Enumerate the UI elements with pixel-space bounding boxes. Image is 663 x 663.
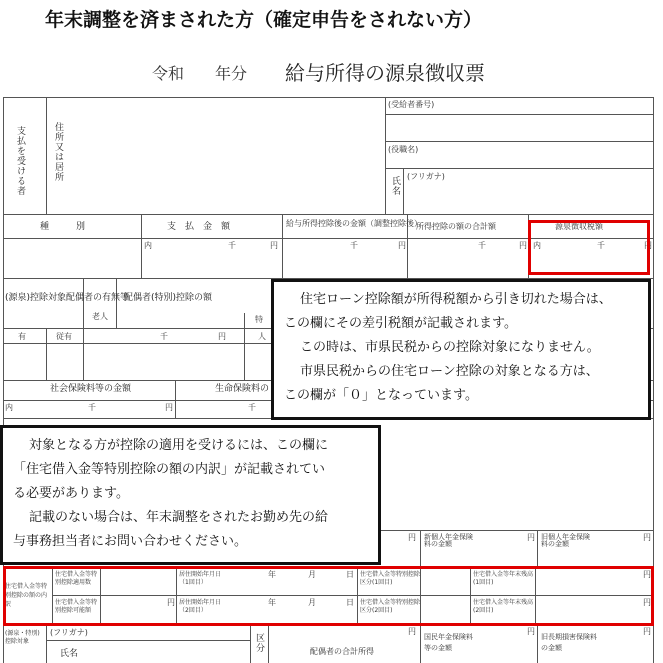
dependent-label: 従有 [56,332,72,341]
housing-start-2-label: 居住開始年月日（2回目） [179,599,222,614]
housing-loan-breakdown-label: 住宅借入金等特別控除の額の内訳 [5,583,48,608]
furigana-label: (フリガナ) [407,172,445,181]
unit-yen-12: 円 [643,598,651,607]
division-label: 区分 [254,633,264,653]
housing-loan-highlight [3,566,654,626]
housing-class-1-label: 住宅借入金等特別控除区分(1回目) [360,571,421,586]
payer-label: 支払を受ける者 [15,126,25,196]
unit-yen-8: 円 [527,533,535,542]
national-pension-label: 国民年金保険料等の金額 [424,633,473,652]
unit-yen-13: 円 [408,627,416,636]
life-insurance-label: 生命保険料の [215,384,270,394]
col-type: 種 別 [40,222,86,232]
unit-thousand-4: 千 [597,241,605,250]
new-pension-label: 新個人年金保険料の金額 [424,533,473,548]
unit-yen-11: 円 [643,570,651,579]
housing-balance-2-label: 住宅借入金等年末残高(2回目) [473,599,534,614]
address-label: 住所又は居所 [53,122,63,182]
col-payment: 支 払 金 額 [167,222,231,232]
note-right-line-4: 市県民税からの住宅ローン控除の対象となる方は、 [300,364,599,379]
housing-class-2-label: 住宅借入金等特別控除区分(2回目) [360,599,421,614]
recipient-number-label: (受給者番号) [388,100,435,109]
unit-thousand-3: 千 [478,241,486,250]
unit-inner-3: 内 [5,403,13,412]
unit-inner-2: 内 [533,241,541,250]
unit-thousand-2: 千 [350,241,358,250]
housing-available-label: 住宅借入金等特別控除可能額 [55,599,98,614]
unit-yen-4: 円 [644,241,652,250]
note-right-line-5: この欄が「０」となっています。 [284,388,478,403]
name-label-2: 氏名 [60,649,79,659]
note-withholding-tax [271,279,651,420]
old-life-label: 旧個人年金保険料の金額 [541,533,590,548]
col-after-deduction: 給与所得控除後の金額（調整控除後） [286,219,422,228]
unit-yen-2: 円 [398,241,406,250]
unit-thousand-5: 千 [160,332,168,341]
name-label: 氏名 [390,176,400,196]
old-long-term-label: 旧長期損害保険料の金額 [541,633,597,652]
withholding-tax-highlight [528,220,650,275]
unit-day-1: 日 [346,570,354,579]
note-left-line-1: 対象となる方が控除の適用を受けるには、この欄に [29,438,329,453]
note-right-line-1: 住宅ローン控除額が所得税額から引き切れた場合は、 [300,292,612,307]
note-left-line-2: 「住宅借入金等特別控除の額の内訳」が記載されてい [13,462,326,477]
position-label: (役職名) [388,145,419,154]
source-spouse-label: (源泉・特別)控除対象 [5,630,40,645]
col-total-deduction: 所得控除の額の合計額 [416,222,496,231]
unit-thousand-6: 千 [88,403,96,412]
unit-yen-9: 円 [643,533,651,542]
unit-year-2: 年 [268,598,276,607]
unit-month-1: 月 [308,570,316,579]
note-right-line-3: この時は、市県民税からの控除対象になりません。 [300,340,600,355]
page-heading: 年末調整を済まされた方（確定申告をされない方） [45,9,483,31]
unit-day-2: 日 [346,598,354,607]
note-housing-loan [0,425,381,565]
form-era: 令和 [152,64,185,83]
unit-yen-5: 円 [218,332,226,341]
spouse-special-label: 配偶者(特別)控除の額 [124,293,213,303]
housing-balance-1-label: 住宅借入金等年末残高(1回目) [473,571,534,586]
unit-inner: 内 [144,241,152,250]
unit-yen-7: 円 [408,533,416,542]
unit-yen-3: 円 [519,241,527,250]
note-left-line-5: 与事務担当者にお問い合わせください。 [13,534,248,549]
unit-yen: 円 [270,241,278,250]
unit-thousand: 千 [228,241,236,250]
unit-yen-14: 円 [527,627,535,636]
col-withholding: 源泉徴収税額 [555,222,603,231]
unit-yen-10: 円 [167,598,175,607]
unit-year-1: 年 [268,570,276,579]
exists-label: 有 [18,332,26,341]
person-label: 人 [258,332,266,341]
unit-thousand-7: 千 [248,403,256,412]
form-title: 給与所得の源泉徴収票 [285,61,485,85]
note-left-line-4: 記載のない場合は、年末調整をされたお勤め先の給 [29,510,329,525]
housing-start-1-label: 居住開始年月日（1回目） [179,571,222,586]
housing-applicable-count-label: 住宅借入金等特別控除適用数 [55,571,98,586]
social-insurance-label: 社会保険料等の金額 [50,384,132,394]
note-left-line-3: る必要があります。 [13,486,129,501]
unit-yen-15: 円 [643,627,651,636]
form-year-unit: 年分 [215,64,248,83]
unit-yen-6: 円 [165,403,173,412]
furigana-label-2: (フリガナ) [50,628,88,637]
elderly-label: 老人 [92,312,108,321]
spouse-total-label: 配偶者の合計所得 [310,647,374,656]
special-label: 特 [255,315,263,324]
note-right-line-2: この欄にその差引税額が記載されます。 [284,316,517,331]
unit-month-2: 月 [308,598,316,607]
spouse-target-label-1: (源泉)控除対象配偶者の有無等 [5,293,130,303]
